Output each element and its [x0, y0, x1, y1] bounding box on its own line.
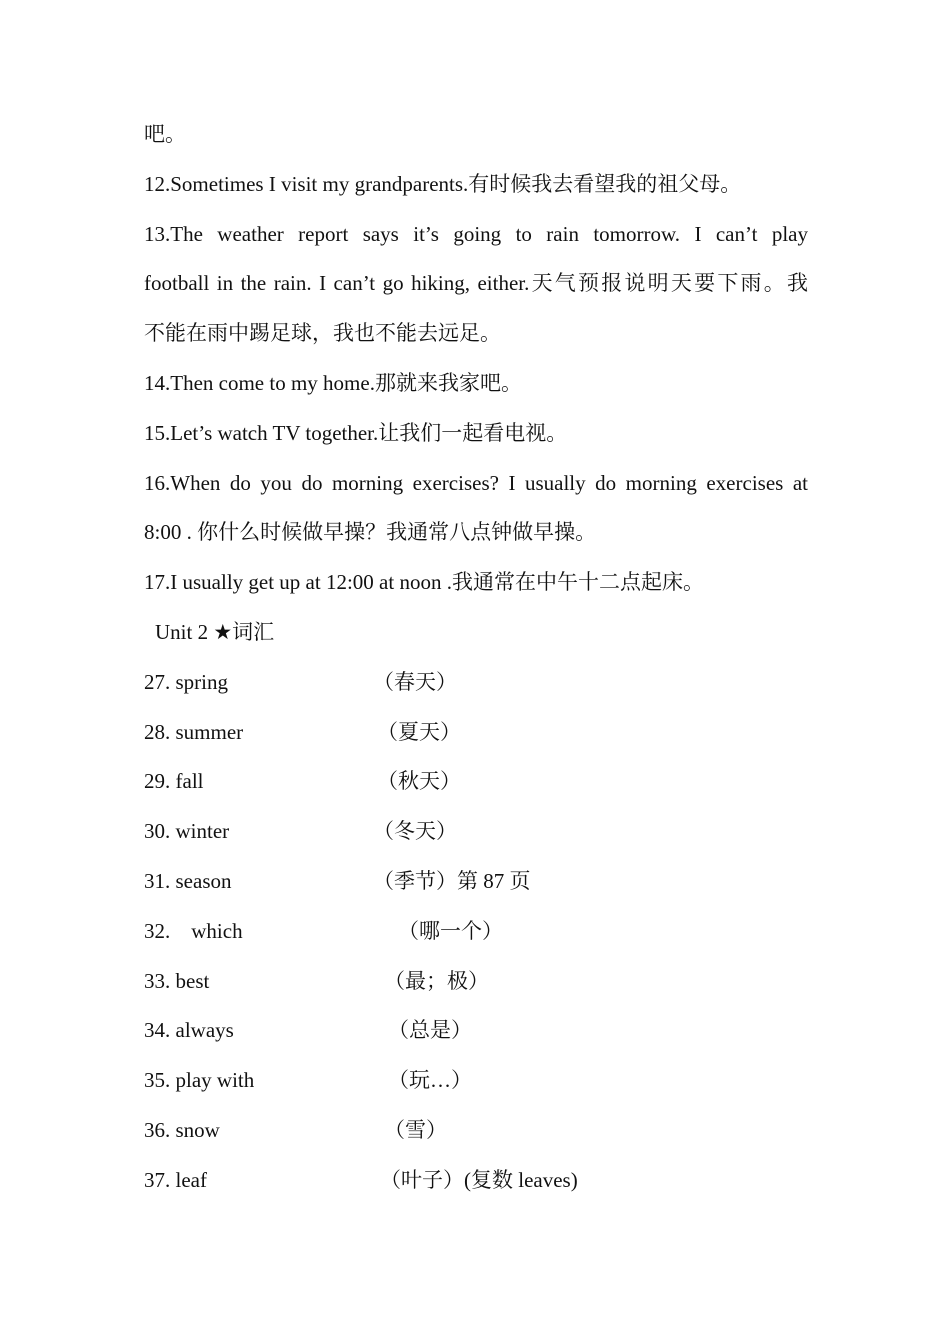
- text-line: 14.Then come to my home.那就来我家吧。: [144, 370, 522, 395]
- vocab-row: [144, 757, 808, 807]
- vocab-english: 33. best: [144, 968, 210, 993]
- vocab-chinese: （玩…）: [388, 1068, 472, 1093]
- vocab-chinese: （季节）第 87 页: [373, 868, 531, 893]
- vocab-row: [144, 807, 808, 857]
- vocab-row: [144, 708, 808, 758]
- vocab-chinese: （春天）: [373, 669, 457, 694]
- text-line: 不能在雨中踢足球，我也不能去远足。: [144, 321, 501, 346]
- vocab-row: [144, 1006, 808, 1056]
- vocab-english: 36. snow: [144, 1117, 220, 1142]
- vocab-chinese: （夏天）: [377, 719, 461, 744]
- vocab-english: 30. winter: [144, 819, 230, 844]
- text-line: 16.When do you do morning exercises? I usually do morning exercises at: [144, 470, 808, 495]
- vocab-english: 28. summer: [144, 719, 244, 744]
- vocab-row: [144, 857, 808, 907]
- text-line: football in the rain. I can’t go hiking, either.天气预报说明天要下雨。我: [144, 271, 808, 296]
- vocab-chinese: （总是）: [388, 1018, 472, 1043]
- vocab-row: [144, 907, 808, 957]
- vocab-chinese: （哪一个）: [398, 918, 503, 943]
- text-line: 12.Sometimes I visit my grandparents.有时候我去看望我的祖父母。: [144, 171, 742, 196]
- vocab-chinese: （雪）: [384, 1117, 447, 1142]
- vocab-english: 29. fall: [144, 769, 204, 794]
- text-line: 17.I usually get up at 12:00 at noon .我通常在中午十二点起床。: [144, 570, 704, 595]
- vocab-english: 34. always: [144, 1018, 234, 1043]
- text-line: 8:00 . 你什么时候做早操？我通常八点钟做早操。: [144, 520, 597, 545]
- unit-heading: Unit 2 ★词汇: [155, 619, 275, 644]
- vocab-row: [144, 1106, 808, 1156]
- text-line: 13.The weather report says it’s going to rain tomorrow. I can’t play: [144, 221, 808, 246]
- vocab-row: [144, 1156, 808, 1206]
- document-page: [144, 110, 808, 1206]
- vocab-chinese: （秋天）: [377, 769, 461, 794]
- vocab-chinese: （最；极）: [384, 968, 489, 993]
- vocab-english: 31. season: [144, 868, 232, 893]
- vocab-chinese: （冬天）: [373, 819, 457, 844]
- vocab-row: [144, 957, 808, 1007]
- text-line: 吧。: [144, 122, 186, 146]
- vocab-row: [144, 658, 808, 708]
- vocab-english: 35. play with: [144, 1068, 255, 1093]
- vocab-row: [144, 1056, 808, 1106]
- vocab-chinese: （叶子）(复数 leaves): [380, 1167, 578, 1192]
- vocab-english: 32. which: [144, 918, 243, 943]
- vocab-english: 37. leaf: [144, 1167, 207, 1192]
- vocab-english: 27. spring: [144, 669, 228, 694]
- text-line: 15.Let’s watch TV together.让我们一起看电视。: [144, 420, 568, 445]
